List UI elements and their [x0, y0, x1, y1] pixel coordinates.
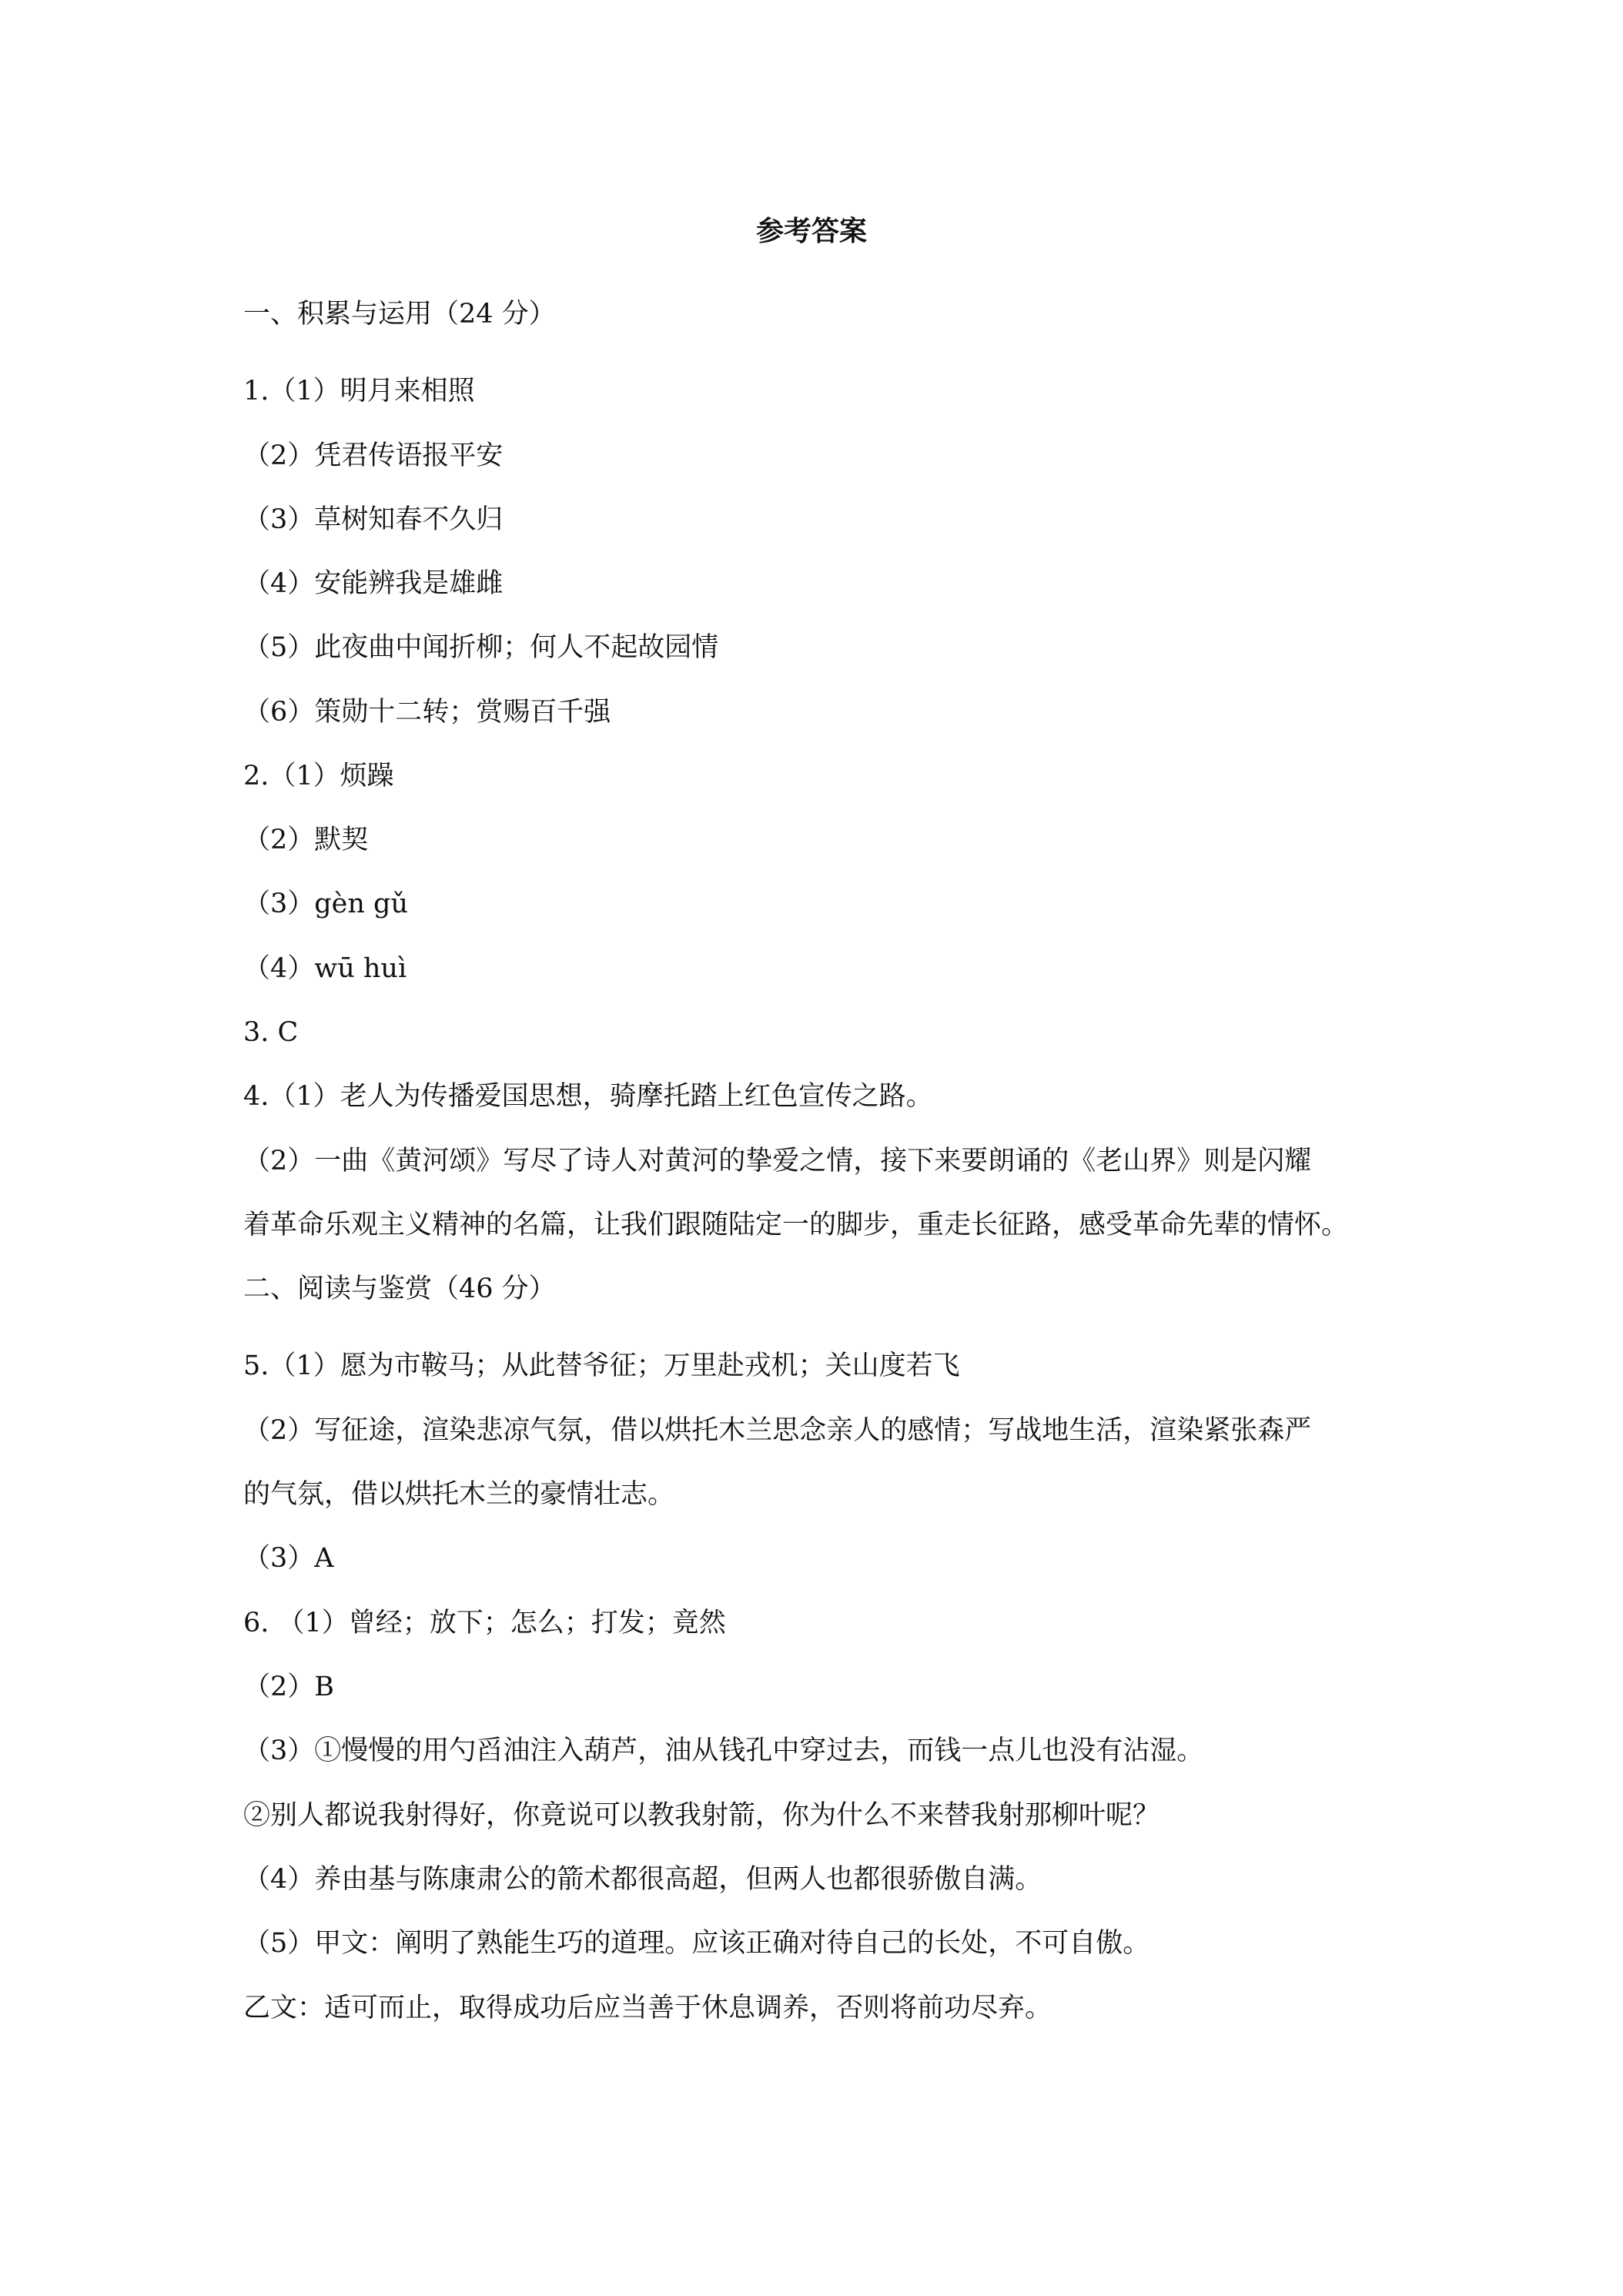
answer-line: 3. C — [243, 1017, 299, 1048]
answer-line: （4）wū huì — [243, 953, 407, 984]
answer-line: 6. （1）曾经；放下；怎么；打发；竟然 — [243, 1608, 726, 1638]
answer-line: （3）gèn gǔ — [243, 889, 408, 919]
answer-line: （2）凭君传语报平安 — [243, 440, 504, 471]
answer-line: 4.（1）老人为传播爱国思想，骑摩托踏上红色宣传之路。 — [243, 1081, 933, 1112]
answer-line: （2）写征途，渲染悲凉气氛，借以烘托木兰思念亲人的感情；写战地生活，渲染紧张森严 — [243, 1415, 1312, 1446]
answer-line: （2）B — [243, 1672, 334, 1702]
answer-line: ②别人都说我射得好，你竟说可以教我射箭，你为什么不来替我射那柳叶呢？ — [243, 1800, 1160, 1831]
answer-line: （2）一曲《黄河颂》写尽了诗人对黄河的挚爱之情，接下来要朗诵的《老山界》则是闪耀 — [243, 1146, 1312, 1176]
answer-line: 着革命乐观主义精神的名篇，让我们跟随陆定一的脚步，重走长征路，感受革命先辈的情怀。 — [243, 1210, 1349, 1240]
section-heading-2: 二、阅读与鉴赏（46 分） — [243, 1274, 556, 1304]
answer-line: （4）养由基与陈康肃公的箭术都很高超，但两人也都很骄傲自满。 — [243, 1864, 1042, 1895]
answer-line: 1.（1）明月来相照 — [243, 376, 475, 407]
page-title: 参考答案 — [755, 215, 867, 247]
answer-line: （5）甲文：阐明了熟能生巧的道理。应该正确对待自己的长处，不可自傲。 — [243, 1928, 1150, 1959]
answer-line: （3）A — [243, 1543, 334, 1574]
answer-line: （3）①慢慢的用勺舀油注入葫芦，油从钱孔中穿过去，而钱一点儿也没有沾湿。 — [243, 1735, 1204, 1766]
section-heading-1: 一、积累与运用（24 分） — [243, 299, 556, 330]
answer-line: （4）安能辨我是雄雌 — [243, 568, 504, 599]
answer-line: （6）策勋十二转；赏赐百千强 — [243, 697, 611, 728]
answer-line: （2）默契 — [243, 825, 369, 855]
answer-line: 的气氛，借以烘托木兰的豪情壮志。 — [243, 1479, 675, 1510]
answer-line: 5.（1）愿为市鞍马；从此替爷征；万里赴戎机；关山度若飞 — [243, 1350, 960, 1381]
answer-line: 乙文：适可而止，取得成功后应当善于休息调养，否则将前功尽弃。 — [243, 1993, 1052, 2023]
answer-line: （5）此夜曲中闻折柳；何人不起故园情 — [243, 632, 719, 663]
answer-line: （3）草树知春不久归 — [243, 504, 504, 535]
answer-line: 2.（1）烦躁 — [243, 761, 394, 792]
